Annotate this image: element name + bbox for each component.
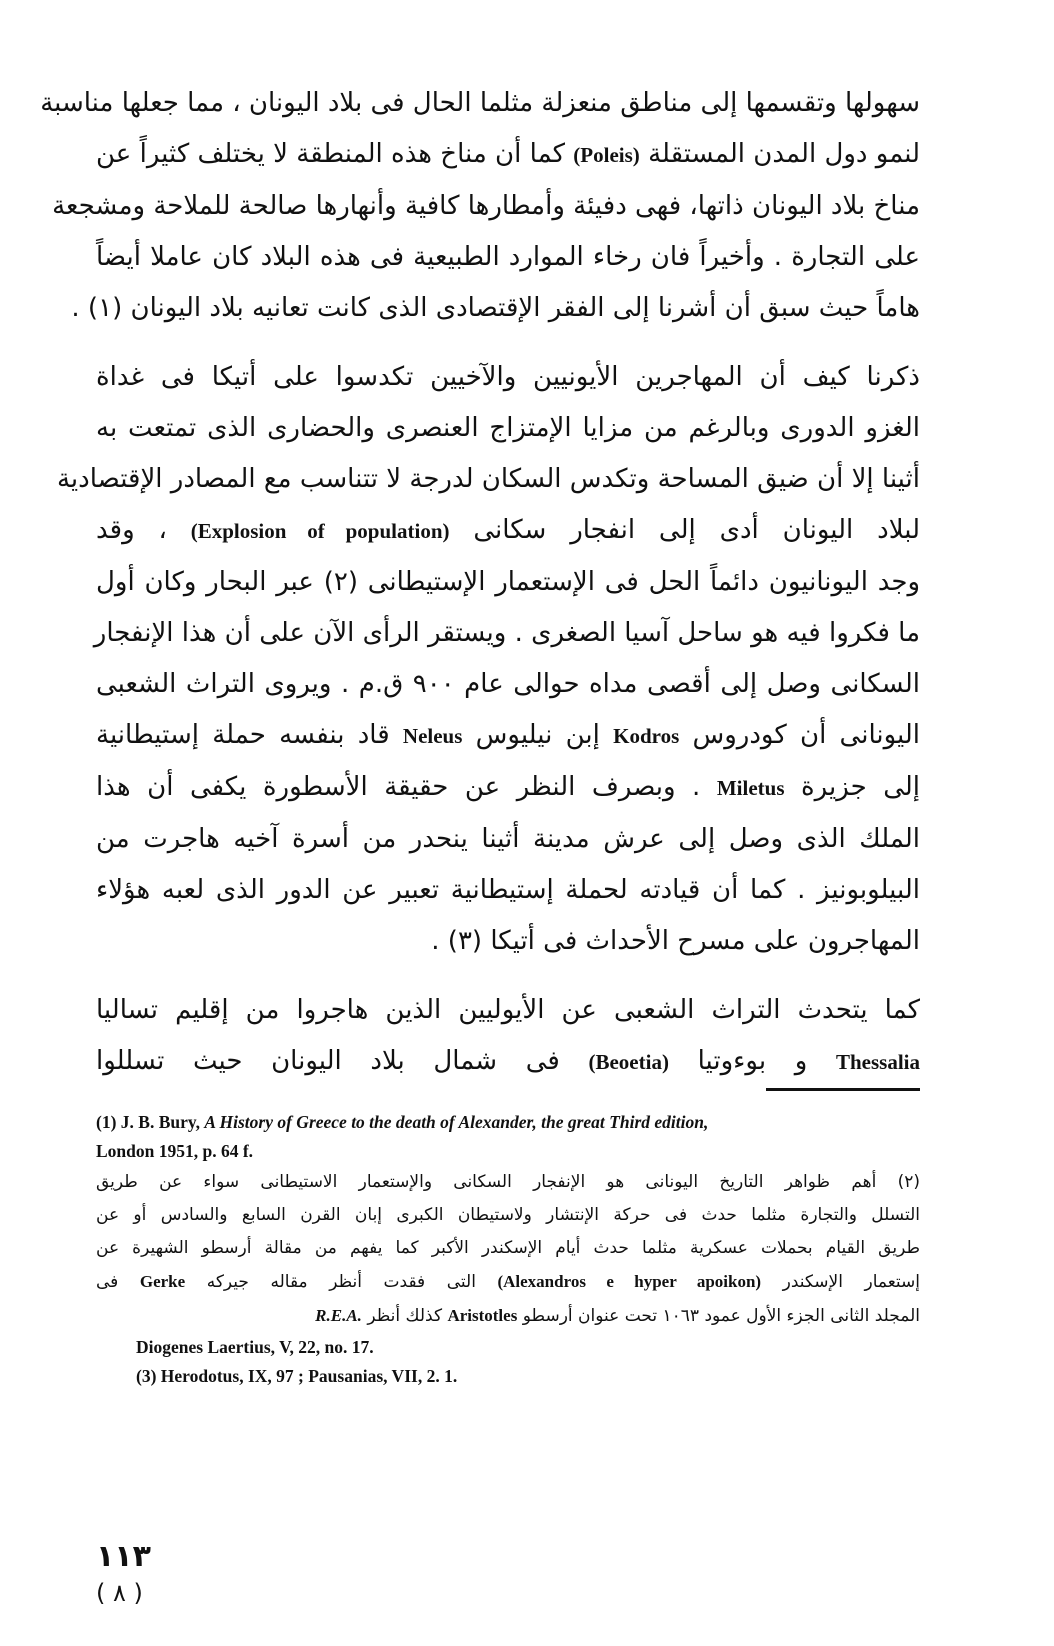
- footnote-1-cont: London 1951, p. 64 f.: [96, 1141, 254, 1161]
- text-line: اليونانى أن كودروس Kodros إبن نيليوس Neleus قاد بنفسه حملة إستيطانية: [96, 720, 921, 750]
- text-line: الغزو الدورى وبالرغم من مزايا الإمتزاج العنصرى والحضارى الذى تمتعت به: [96, 413, 920, 443]
- text-line: السكانى وصل إلى أقصى مداه حوالى عام ٩٠٠ ق.م . ويروى التراث الشعبى: [96, 669, 920, 699]
- text-line: سهولها وتقسمها إلى مناطق منعزلة مثلما الحال فى بلاد اليونان ، مما جعلها مناسبة: [40, 88, 920, 118]
- text-line: المهاجرون على مسرح الأحداث فى أتيكا (٣) .: [431, 926, 920, 956]
- text-line: لنمو دول المدن المستقلة (Poleis) كما أن مناخ هذه المنطقة لا يختلف كثيراً عن: [96, 139, 921, 169]
- footnote-2-line: المجلد الثانى الجزء الأول عمود ١٠٦٣ تحت عنوان أرسطو Aristotles كذلك أنظر R.E.A.: [315, 1306, 920, 1326]
- book-page: [40, 78, 921, 1618]
- text-line: كما يتحدث التراث الشعبى عن الأيوليين الذين هاجروا من إقليم تساليا: [96, 995, 920, 1025]
- footnote-2-line: (٢) أهم ظواهر التاريخ اليونانى هو الإنفجار السكانى والإستعمار الاستيطانى سواء عن طريق: [96, 1172, 920, 1192]
- text-line: الملك الذى وصل إلى عرش مدينة أثينا ينحدر من أسرة آخيه هاجرت من: [96, 824, 920, 854]
- text-line: على التجارة . وأخيراً فان رخاء الموارد الطبيعية فى هذه البلاد كان عاملا أيضاً: [96, 242, 920, 272]
- footnote-divider: [766, 1088, 920, 1091]
- text-line: ما فكروا فيه هو ساحل آسيا الصغرى . ويستقر الرأى الآن على أن هذا الإنفجار: [93, 618, 920, 648]
- footnote-2-line: إستعمار الإسكندر (Alexandros e hyper apoikon) التى فقدت أنظر مقاله جيركه Gerke فى: [96, 1272, 921, 1292]
- footnote-1: (1) J. B. Bury, A History of Greece to the death of Alexander, the great Third edition,: [96, 1112, 709, 1132]
- text-line: هاماً حيث سبق أن أشرنا إلى الفقر الإقتصادى الذى كانت تعانيه بلاد اليونان (١) .: [71, 293, 920, 323]
- footnote-3: (3) Herodotus, IX, 97 ; Pausanias, VII, 2. 1.: [136, 1366, 458, 1386]
- paragraph-1: [40, 78, 921, 334]
- page-number: ١١٣: [96, 1539, 151, 1574]
- footnote-2-line: طريق القيام بحملات عسكرية مثلما حدث أيام الإسكندر الأكبر كما يفهم من مقالة أرسطو الشهيرة عن: [96, 1238, 920, 1258]
- paragraph-2: [56, 352, 921, 967]
- footnotes: [96, 1108, 920, 1391]
- text-line: Thessalia و بوءوتيا (Beoetia) فى شمال بلاد اليونان حيث تسللوا: [96, 1046, 921, 1076]
- footnote-2-line: التسلل والتجارة مثلما حدث فى حركة الإنتشار ولاستيطان الكبرى إبان القرن السابع والسادس أو عن: [96, 1205, 920, 1225]
- paragraph-3: [96, 985, 920, 1088]
- text-line: إلى جزيرة Miletus . وبصرف النظر عن حقيقة الأسطورة يكفى أن هذا: [96, 772, 921, 802]
- text-line: مناخ بلاد اليونان ذاتها، فهى دفيئة وأمطارها كافية وأنهارها صالحة للملاحة ومشجعة: [52, 191, 920, 221]
- text-line: البيلوبونيز . كما أن قيادته لحملة إستيطانية تعبير عن الدور الذى لعبه هؤلاء: [96, 875, 920, 905]
- footnote-2-ref: Diogenes Laertius, V, 22, no. 17.: [136, 1337, 374, 1357]
- text-line: ذكرنا كيف أن المهاجرين الأيونيين والآخيين تكدسوا على أتيكا فى غداة: [96, 362, 920, 392]
- text-line: أثينا إلا أن ضيق المساحة وتكدس السكان لدرجة لا تتناسب مع المصادر الإقتصادية: [56, 464, 920, 494]
- text-line: وجد اليونانيون دائماً الحل فى الإستعمار الإستيطانى (٢) عبر البحار وكان أول: [96, 567, 921, 597]
- signature-mark: ( ٨ ): [96, 1579, 143, 1607]
- text-line: لبلاد اليونان أدى إلى انفجار سكانى (Explosion of population) ، وقد: [96, 515, 920, 545]
